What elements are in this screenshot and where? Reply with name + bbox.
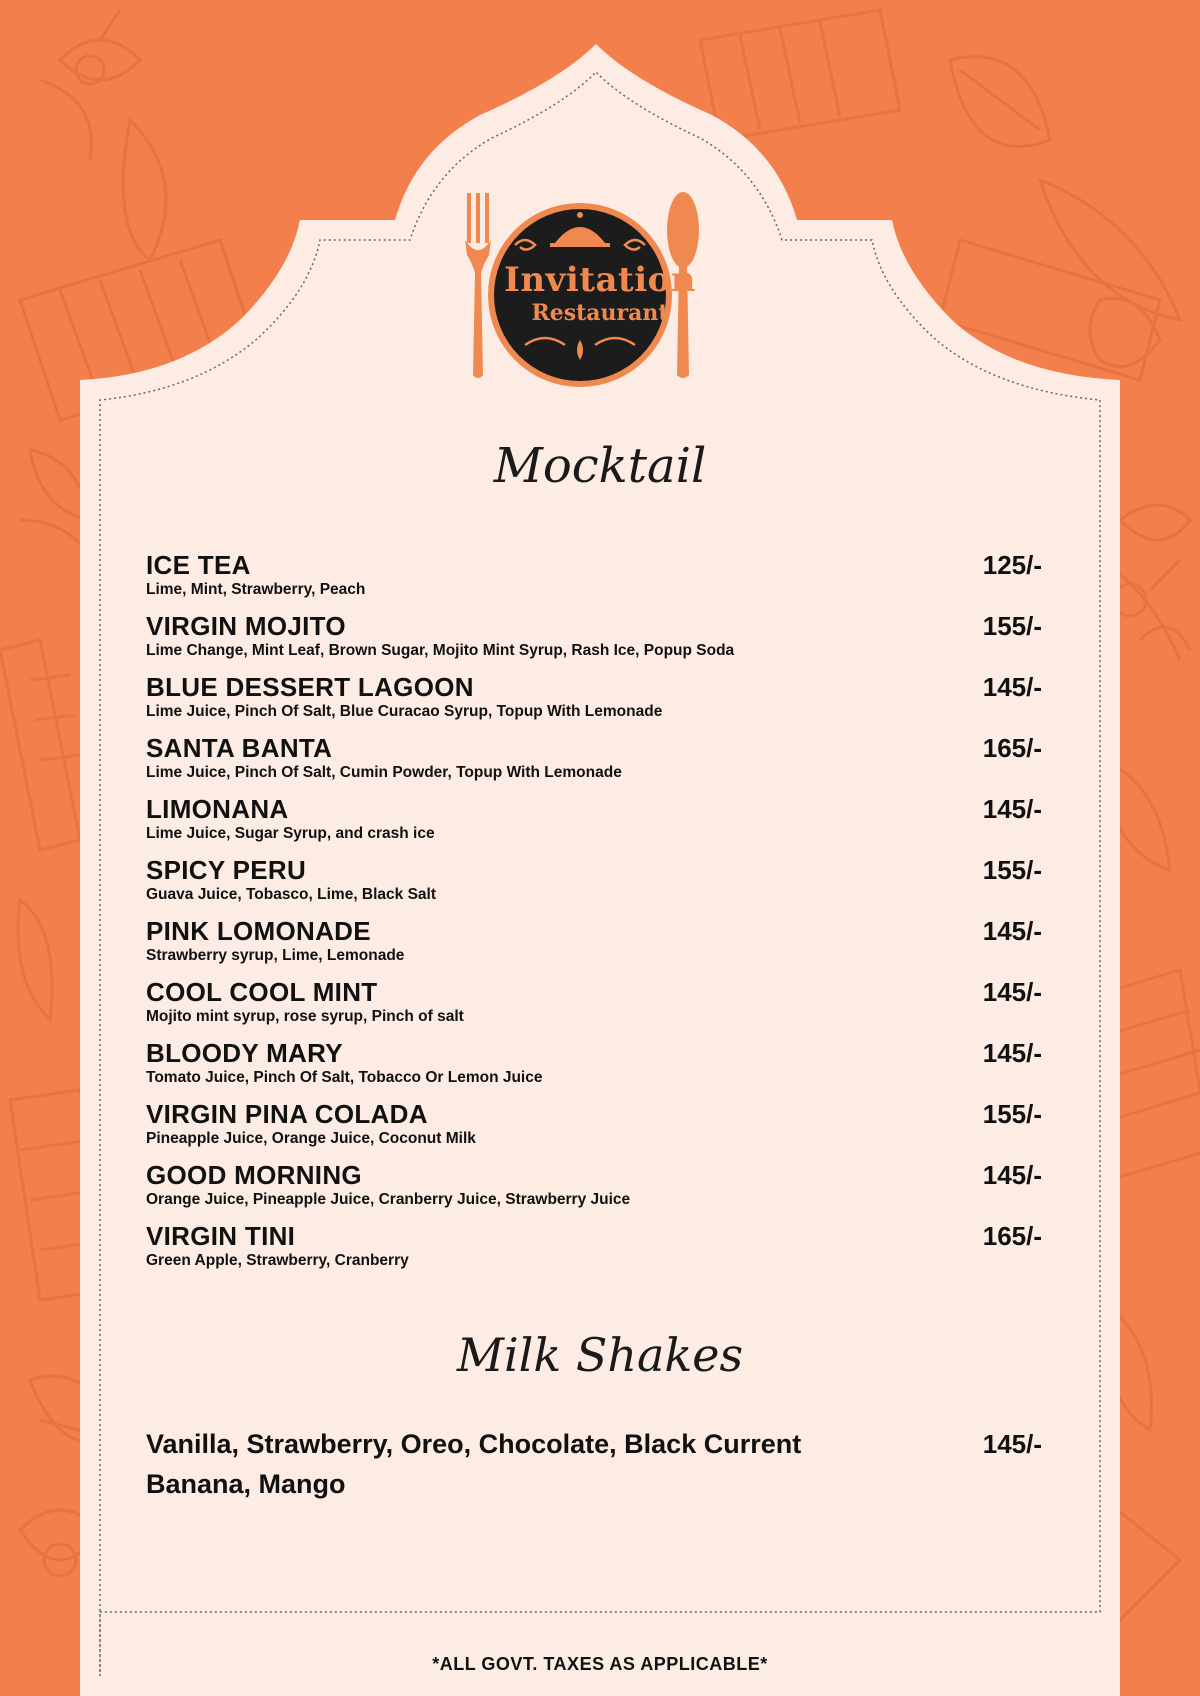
item-description: Green Apple, Strawberry, Cranberry	[146, 1252, 409, 1269]
item-name: COOL COOL MINT	[146, 977, 378, 1007]
item-price: 165/-	[982, 733, 1042, 763]
item-name: VIRGIN MOJITO	[146, 611, 346, 641]
mocktail-section-title: Mocktail	[493, 438, 707, 494]
logo-title: Invitation	[503, 260, 697, 300]
item-name: PINK LOMONADE	[146, 916, 371, 946]
item-name: LIMONANA	[146, 794, 289, 824]
menu-item	[146, 855, 1042, 916]
item-description: Lime Juice, Sugar Syrup, and crash ice	[146, 825, 435, 842]
item-price: 145/-	[982, 1160, 1042, 1190]
item-name: VIRGIN PINA COLADA	[146, 1099, 428, 1129]
milk-shakes-price: 145/-	[982, 1429, 1042, 1459]
item-description: Guava Juice, Tobasco, Lime, Black Salt	[146, 886, 437, 903]
milk-shakes-section-title: Milk Shakes	[456, 1328, 744, 1382]
item-price: 145/-	[982, 1038, 1042, 1068]
item-description: Mojito mint syrup, rose syrup, Pinch of salt	[146, 1008, 464, 1025]
menu-item	[146, 672, 1042, 733]
item-description: Lime Change, Mint Leaf, Brown Sugar, Mojito Mint Syrup, Rash Ice, Popup Soda	[146, 642, 735, 659]
item-description: Lime Juice, Pinch Of Salt, Blue Curacao Syrup, Topup With Lemonade	[146, 703, 663, 720]
fork-icon	[465, 193, 491, 378]
menu-item	[146, 916, 1042, 977]
menu-item	[146, 1160, 1042, 1221]
item-price: 155/-	[982, 855, 1042, 885]
item-price: 125/-	[982, 550, 1042, 580]
item-description: Lime, Mint, Strawberry, Peach	[146, 581, 366, 598]
item-name: GOOD MORNING	[146, 1160, 362, 1190]
item-name: BLUE DESSERT LAGOON	[146, 672, 474, 702]
menu-item	[146, 550, 1042, 611]
milk-shakes-item	[146, 1424, 1042, 1504]
item-description: Lime Juice, Pinch Of Salt, Cumin Powder, Topup With Lemonade	[146, 764, 622, 781]
item-name: SANTA BANTA	[146, 733, 333, 763]
logo-subtitle: Restaurant	[531, 300, 669, 326]
item-name: ICE TEA	[146, 550, 251, 580]
item-price: 145/-	[982, 672, 1042, 702]
menu-item	[146, 733, 1042, 794]
item-price: 145/-	[982, 794, 1042, 824]
mocktail-list	[146, 550, 1042, 1282]
item-price: 145/-	[982, 916, 1042, 946]
item-price: 145/-	[982, 977, 1042, 1007]
item-description: Orange Juice, Pineapple Juice, Cranberry Juice, Strawberry Juice	[146, 1191, 631, 1208]
item-price: 165/-	[982, 1221, 1042, 1251]
item-price: 155/-	[982, 611, 1042, 641]
milk-shakes-flavors-line1: Vanilla, Strawberry, Oreo, Chocolate, Black Current	[146, 1429, 802, 1459]
item-name: SPICY PERU	[146, 855, 307, 885]
item-description: Pineapple Juice, Orange Juice, Coconut Milk	[146, 1130, 476, 1147]
menu-item	[146, 1038, 1042, 1099]
item-description: Strawberry syrup, Lime, Lemonade	[146, 947, 405, 964]
menu-item	[146, 611, 1042, 672]
menu-item	[146, 977, 1042, 1038]
milk-shakes-flavors-line2: Banana, Mango	[146, 1469, 346, 1499]
item-price: 155/-	[982, 1099, 1042, 1129]
tax-notice: *ALL GOVT. TAXES AS APPLICABLE*	[432, 1654, 768, 1674]
item-name: BLOODY MARY	[146, 1038, 343, 1068]
menu-item	[146, 1221, 1042, 1282]
menu-item	[146, 794, 1042, 855]
menu-item	[146, 1099, 1042, 1160]
item-description: Tomato Juice, Pinch Of Salt, Tobacco Or Lemon Juice	[146, 1069, 543, 1086]
item-name: VIRGIN TINI	[146, 1221, 296, 1251]
